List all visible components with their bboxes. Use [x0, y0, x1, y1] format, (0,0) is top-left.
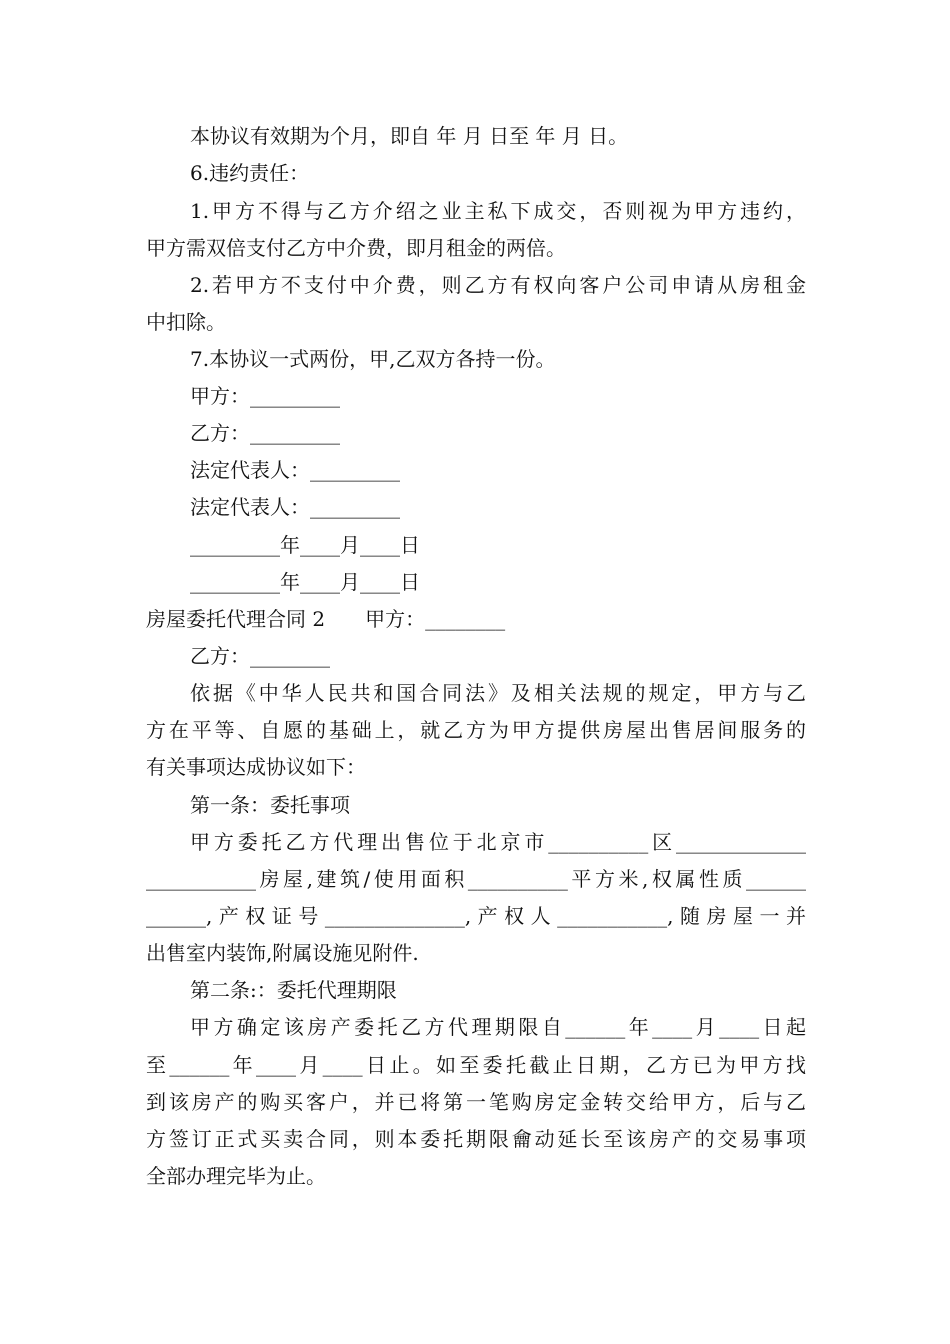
preamble-line-2: 方在平等、自愿的基础上，就乙方为甲方提供房屋出售居间服务的 [146, 718, 806, 742]
article-1-line-4: 出售室内装饰,附属设施见附件. [146, 941, 419, 965]
clause-6-1-line-1: 1.甲方不得与乙方介绍之业主私下成交，否则视为甲方违约， [190, 199, 806, 223]
article-2-line-4: 方签订正式买卖合同，则本委托期限龠动延长至该房产的交易事项 [146, 1127, 806, 1151]
article-2-line-2: 至______年____月____日止。如至委托截止日期，乙方已为甲方找 [146, 1053, 806, 1077]
clause-6-1-line-2: 甲方需双倍支付乙方中介费，即月租金的两倍。 [146, 236, 566, 260]
clause-6-2-line-2: 中扣除。 [146, 310, 226, 334]
party-a-signature: 甲方：_________ [190, 384, 340, 408]
article-1-line-1: 甲方委托乙方代理出售位于北京市__________区_____________ [190, 830, 806, 854]
date-line-2: _________年____月____日 [190, 570, 420, 594]
date-line-1: _________年____月____日 [190, 533, 420, 557]
contract-2-party-b: 乙方：________ [190, 644, 330, 668]
legal-representative-2: 法定代表人：_________ [190, 495, 400, 519]
party-b-signature: 乙方：_________ [190, 421, 340, 445]
preamble-line-1: 依据《中华人民共和国合同法》及相关法规的规定，甲方与乙 [190, 681, 806, 705]
validity-period-line: 本协议有效期为个月，即自 年 月 日至 年 月 日。 [190, 124, 629, 148]
article-2-heading: 第二条:：委托代理期限 [190, 978, 397, 1002]
article-1-line-3: ______,产权证号______________,产权人___________,随房屋一并 [146, 904, 806, 928]
article-1-heading: 第一条：委托事项 [190, 793, 350, 817]
article-2-line-1: 甲方确定该房产委托乙方代理期限自______年____月____日起 [190, 1015, 806, 1039]
legal-representative-1: 法定代表人：_________ [190, 458, 400, 482]
contract-2-title-line: 房屋委托代理合同 2 甲方：________ [146, 607, 506, 631]
section-6-heading: 6.违约责任： [190, 161, 310, 185]
article-2-line-5: 全部办理完毕为止。 [146, 1164, 326, 1188]
section-7-line: 7.本协议一式两份，甲,乙双方各持一份。 [190, 347, 556, 371]
article-1-line-2: ___________房屋,建筑/使用面积__________平方米,权属性质______ [146, 867, 806, 891]
article-2-line-3: 到该房产的购买客户，并已将第一笔购房定金转交给甲方，后与乙 [146, 1090, 806, 1114]
preamble-line-3: 有关事项达成协议如下： [146, 755, 366, 779]
clause-6-2-line-1: 2.若甲方不支付中介费，则乙方有权向客户公司申请从房租金 [190, 273, 806, 297]
